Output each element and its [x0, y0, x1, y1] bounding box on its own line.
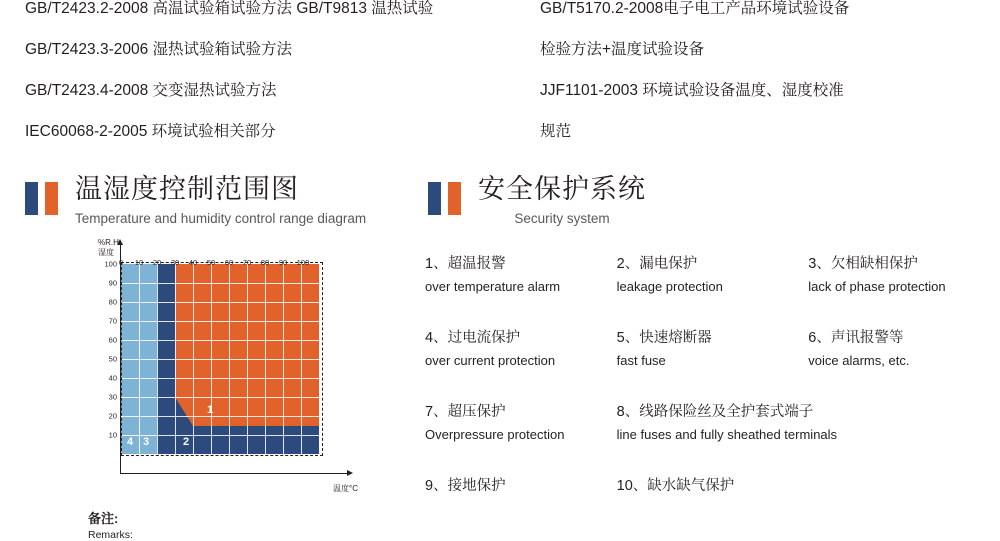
section-title-cn: 温湿度控制范围图 — [75, 174, 299, 204]
protection-item-number: 5、 — [616, 330, 640, 346]
protection-item-title: 快速熔断器 — [639, 330, 712, 346]
section-heading-chart — [25, 172, 366, 229]
remarks-label-cn: 备注: — [88, 511, 119, 526]
standard-line: GB/T5170.2-2008电子电工产品环境试验设备 — [540, 0, 850, 17]
protection-item-number: 4、 — [425, 330, 448, 346]
protection-item-6 — [808, 326, 1000, 372]
protection-item-cn — [617, 252, 801, 276]
protection-item-cn — [617, 326, 801, 350]
protection-row — [425, 252, 1000, 326]
protection-item-number: 7、 — [425, 404, 448, 420]
chart-x-tick: 50 — [206, 258, 216, 267]
protection-item-title: 声讯报警等 — [830, 330, 904, 346]
chart-y-tick: 10 — [108, 430, 117, 440]
protection-item-title: 漏电保护 — [639, 256, 698, 272]
protection-item-number: 10、 — [616, 478, 648, 494]
chart-x-tick: 60 — [224, 258, 234, 267]
section-heading-text — [75, 172, 366, 229]
standard-line: GB/T2423.4-2008 交变湿热试验方法 — [25, 82, 277, 99]
chart-zone-2 — [157, 426, 319, 454]
section-title-en: Security system — [514, 211, 610, 226]
protection-item-en: voice alarms, etc. — [808, 353, 910, 368]
protection-item-number: 3、 — [808, 256, 831, 272]
chart-gridline — [121, 321, 319, 322]
section-title-cn: 安全保护系统 — [478, 174, 646, 204]
temperature-humidity-chart — [80, 238, 410, 508]
protection-item-title: 超压保护 — [447, 404, 506, 420]
chart-grid-area — [121, 264, 319, 454]
chart-gridline — [121, 397, 319, 398]
remarks-block — [88, 508, 133, 541]
protection-item-cn — [617, 400, 992, 424]
chart-gridline — [121, 340, 319, 341]
protection-item-en: Overpressure protection — [425, 427, 565, 442]
protection-item-cn — [425, 474, 609, 498]
standard-line: GB/T2423.2-2008 高温试验箱试验方法 GB/T9813 温热试验 — [25, 0, 434, 17]
chart-x-tick: 10 — [134, 258, 144, 267]
chart-y-axis-label: %R.H 湿度 — [98, 238, 119, 257]
chart-gridline — [121, 378, 319, 379]
chart-gridline — [121, 416, 319, 417]
protection-item-cn — [808, 326, 992, 350]
protection-item-number: 8、 — [616, 404, 640, 420]
chart-x-tick: 70 — [242, 258, 252, 267]
chart-y-tick: 90 — [108, 278, 117, 288]
chart-y-tick: 50 — [108, 354, 117, 364]
protection-item-cn — [425, 326, 609, 350]
flag-icon — [25, 182, 58, 215]
chart-zone-label-2: 2 — [183, 436, 190, 448]
protection-item-title: 超温报警 — [447, 256, 506, 272]
chart-x-tick: 100 — [296, 258, 310, 267]
chart-gridline — [121, 302, 319, 303]
standard-line: 检验方法+温度试验设备 — [540, 41, 705, 58]
protection-item-en: over current protection — [425, 353, 556, 368]
chart-x-tick: 30 — [170, 258, 180, 267]
protection-item-number: 6、 — [808, 330, 831, 346]
protection-list — [425, 252, 1000, 526]
protection-item-title: 欠相缺相保护 — [830, 256, 918, 272]
protection-item-cn — [425, 252, 609, 276]
standards-list-right — [540, 0, 1000, 152]
protection-row — [425, 474, 1000, 526]
standard-line: 规范 — [540, 123, 572, 140]
chart-x-axis-label: 温度°C — [333, 484, 358, 493]
standard-line: JJF1101-2003 环境试验设备温度、湿度校准 — [540, 82, 844, 99]
protection-item-en: line fuses and fully sheathed terminals — [616, 427, 838, 442]
chart-zone-label-1: 1 — [207, 404, 214, 416]
chart-y-tick: 70 — [108, 316, 117, 326]
protection-item-number: 2、 — [616, 256, 640, 272]
protection-item-cn — [617, 474, 992, 498]
chart-x-tick: 20 — [152, 258, 162, 267]
chart-y-tick: 100 — [104, 259, 117, 269]
protection-item-5 — [617, 326, 809, 372]
protection-item-4 — [425, 326, 617, 372]
protection-item-2 — [617, 252, 809, 298]
protection-item-cn — [425, 400, 609, 424]
chart-x-tick: 40 — [188, 258, 198, 267]
chart-plot-area — [104, 254, 330, 474]
chart-y-tick: 20 — [108, 411, 117, 421]
chart-y-tick: 60 — [108, 335, 117, 345]
protection-item-8 — [617, 400, 1000, 446]
protection-item-cn — [808, 252, 992, 276]
protection-item-number: 9、 — [425, 478, 448, 494]
chart-gridline — [121, 359, 319, 360]
chart-x-axis — [120, 473, 348, 474]
protection-item-title: 接地保护 — [447, 478, 506, 494]
flag-icon — [428, 182, 461, 215]
remarks-label-en: Remarks: — [88, 529, 133, 541]
protection-item-title: 过电流保护 — [447, 330, 521, 346]
section-heading-text — [478, 172, 646, 229]
protection-item-en: fast fuse — [616, 353, 666, 368]
protection-item-number: 1、 — [425, 256, 448, 272]
protection-row — [425, 400, 1000, 474]
chart-zone-label-4: 4 — [127, 436, 134, 448]
section-heading-security — [428, 172, 646, 229]
protection-item-7 — [425, 400, 617, 446]
chart-x-tick: 90 — [278, 258, 288, 267]
chart-x-tick: 80 — [260, 258, 270, 267]
chart-y-tick: 40 — [108, 373, 117, 383]
chart-gridline — [121, 435, 319, 436]
protection-item-title: 线路保险丝及全护套式端子 — [639, 404, 814, 420]
protection-item-10 — [617, 474, 1000, 498]
protection-item-en: lack of phase protection — [808, 279, 946, 294]
standard-line: GB/T2423.3-2006 湿热试验箱试验方法 — [25, 41, 293, 58]
chart-gridline — [121, 283, 319, 284]
protection-row — [425, 326, 1000, 400]
standard-line: IEC60068-2-2005 环境试验相关部分 — [25, 123, 276, 140]
protection-item-9 — [425, 474, 617, 498]
chart-x-tick: 0 — [118, 258, 124, 267]
chart-zone-label-3: 3 — [143, 436, 150, 448]
protection-item-1 — [425, 252, 617, 298]
protection-item-3 — [808, 252, 1000, 298]
section-title-en: Temperature and humidity control range diagram — [75, 211, 367, 226]
chart-y-tick: 30 — [108, 392, 117, 402]
protection-item-en: over temperature alarm — [425, 279, 561, 294]
protection-item-en: leakage protection — [616, 279, 723, 294]
protection-item-title: 缺水缺气保护 — [647, 478, 735, 494]
chart-y-tick: 80 — [108, 297, 117, 307]
standards-list-left — [25, 0, 495, 152]
